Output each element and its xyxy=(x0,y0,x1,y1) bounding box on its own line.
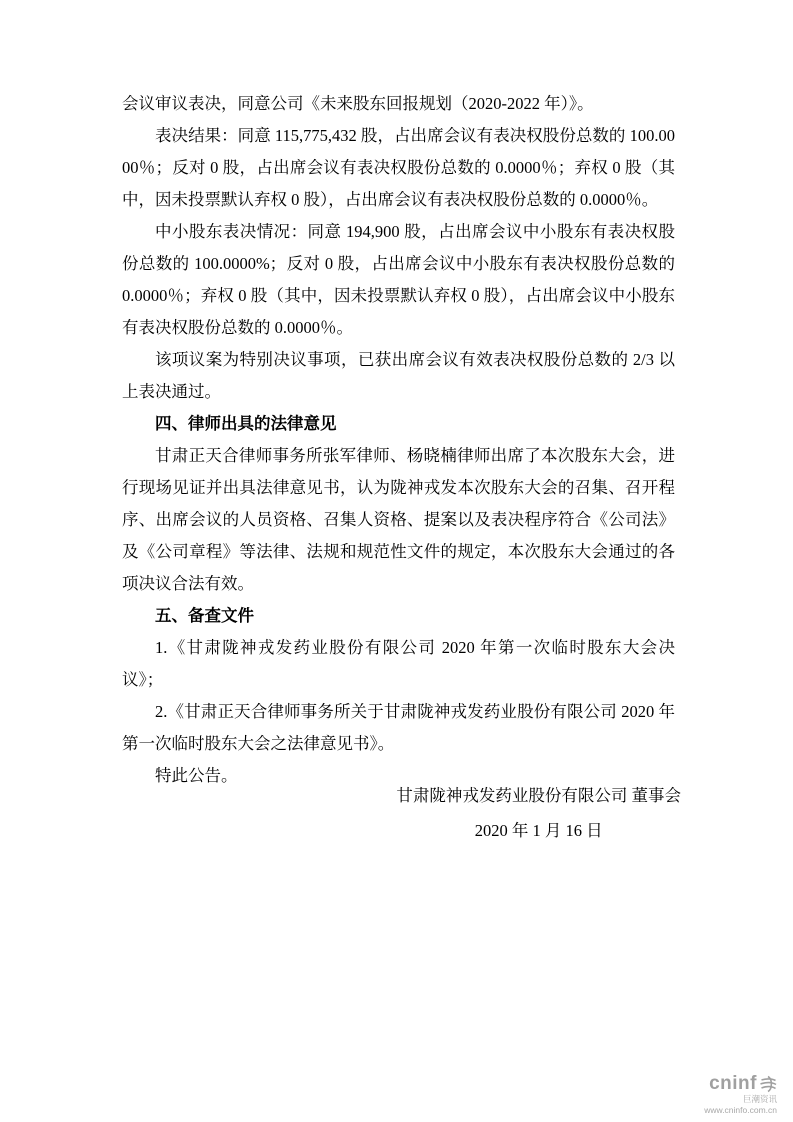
paragraph-legal-opinion: 甘肃正天合律师事务所张军律师、杨晓楠律师出席了本次股东大会，进行现场见证并出具法律意见书，认为陇神戎发本次股东大会的召集、召开程序、出席会议的人员资格、召集人资格、提案以及表决程序符合《公司法》及《公司章程》等法律、法规和规范性文件的规定，本次股东大会通过的各项决议合法有效。 xyxy=(122,446,675,593)
list-item-document-1: 1.《甘肃陇神戎发药业股份有限公司 2020 年第一次临时股东大会决议》； xyxy=(122,638,675,689)
cninfo-watermark xyxy=(704,1074,777,1114)
cninfo-logo-text: cninf xyxy=(709,1073,757,1094)
paragraph-vote-result: 表决结果：同意 115,775,432 股，占出席会议有表决权股份总数的 100.0000％；反对 0 股，占出席会议有表决权股份总数的 0.0000％；弃权 0 股（其中，因未投票默认弃权 0 股），占出席会议有表决权股份总数的 0.0000％。 xyxy=(122,126,675,209)
watermark-name: 巨潮资讯 xyxy=(742,1094,777,1104)
cninfo-logo xyxy=(704,1074,777,1093)
globe-icon xyxy=(759,1075,777,1093)
paragraph-special-resolution: 该项议案为特别决议事项，已获出席会议有效表决权股份总数的 2/3 以上表决通过。 xyxy=(122,350,675,401)
list-item-document-2: 2.《甘肃正天合律师事务所关于甘肃陇神戎发药业股份有限公司 2020 年第一次临时股东大会之法律意见书》。 xyxy=(122,702,675,753)
section-heading-legal-opinion: 四、律师出具的法律意见 xyxy=(155,414,337,433)
signature-block xyxy=(396,778,681,848)
paragraph-minority-shareholder-vote: 中小股东表决情况：同意 194,900 股，占出席会议中小股东有表决权股份总数的 100.0000%；反对 0 股，占出席会议中小股东有表决权股份总数的 0.0000％；弃权 0 股（其中，因未投票默认弃权 0 股），占出席会议中小股东有表决权股份总数的 0.0000％。 xyxy=(122,222,675,337)
section-heading-reference-documents: 五、备查文件 xyxy=(155,606,254,625)
watermark-url: www.cninfo.com.cn xyxy=(704,1104,777,1115)
signature-company: 甘肃陇神戎发药业股份有限公司 董事会 xyxy=(396,786,681,805)
signature-date: 2020 年 1 月 16 日 xyxy=(474,821,603,840)
paragraph-continuation: 会议审议表决，同意公司《未来股东回报规划（2020-2022 年）》。 xyxy=(122,94,594,113)
document-page xyxy=(122,88,675,792)
paragraph-closing-announcement: 特此公告。 xyxy=(155,766,238,785)
